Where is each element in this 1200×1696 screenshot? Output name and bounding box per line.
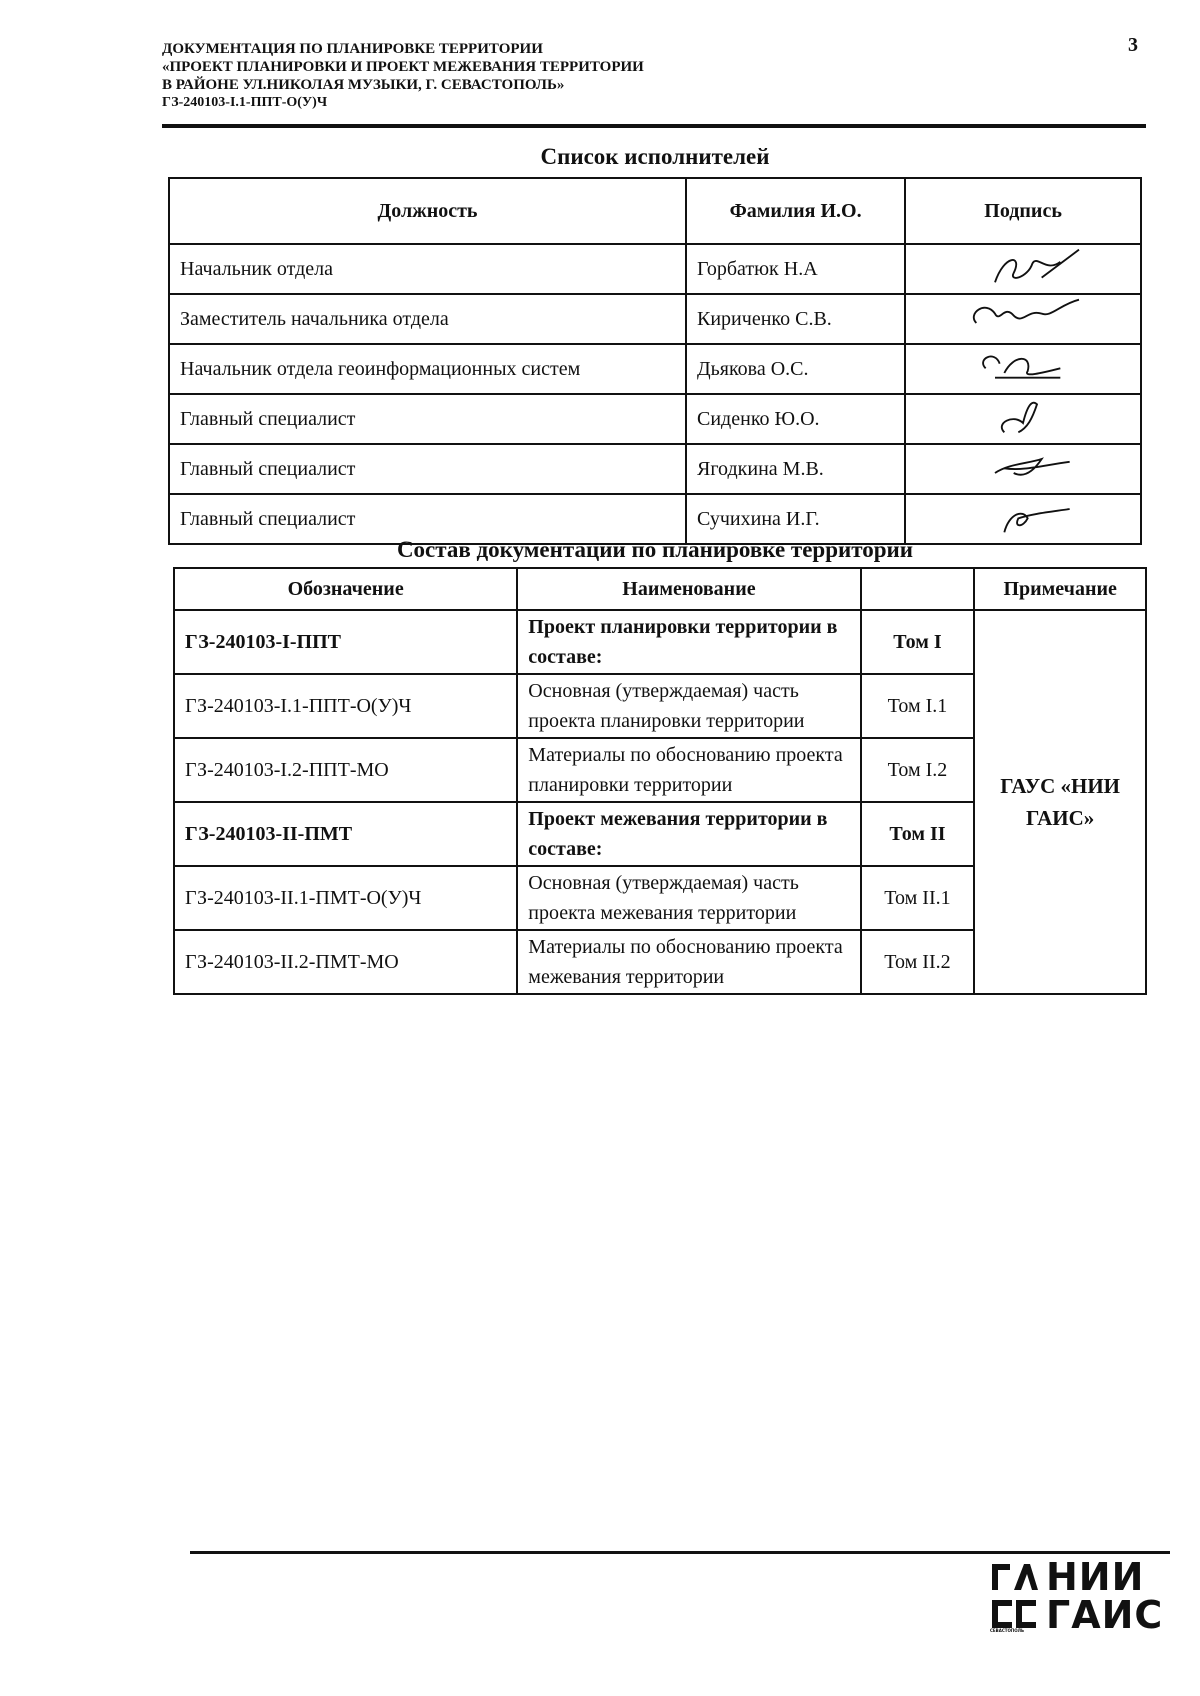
logo-mark-icon — [990, 1562, 1038, 1634]
executor-signature — [905, 344, 1141, 394]
executors-title: Список исполнителей — [540, 144, 770, 169]
composition-volume: Том II — [861, 802, 975, 866]
signature-icon — [933, 345, 1113, 387]
executor-row — [169, 394, 1141, 444]
executors-table — [168, 177, 1142, 545]
footer-rule — [190, 1551, 1170, 1554]
logo-city: СЕВАСТОПОЛЬ — [990, 1628, 1024, 1633]
column-title: Наименование — [517, 568, 860, 610]
logo-line-2: ГАИС — [1046, 1593, 1164, 1637]
executor-signature — [905, 394, 1141, 444]
executor-position: Главный специалист — [169, 394, 686, 444]
logo-text — [1046, 1555, 1164, 1637]
header-line-1: ДОКУМЕНТАЦИЯ ПО ПЛАНИРОВКЕ ТЕРРИТОРИИ — [162, 41, 543, 57]
executor-signature — [905, 244, 1141, 294]
executor-row — [169, 294, 1141, 344]
executor-name: Ягодкина М.В. — [686, 444, 905, 494]
signature-icon — [933, 445, 1113, 487]
composition-volume: Том I.2 — [861, 738, 975, 802]
composition-title: Состав документации по планировке территории — [396, 537, 914, 562]
column-designation: Обозначение — [174, 568, 517, 610]
composition-code: ГЗ-240103-II.1-ПМТ-О(У)Ч — [174, 866, 517, 930]
composition-code: ГЗ-240103-II-ПМТ — [174, 802, 517, 866]
executor-name: Горбатюк Н.А — [686, 244, 905, 294]
column-name: Фамилия И.О. — [686, 178, 905, 244]
executor-signature — [905, 294, 1141, 344]
column-signature: Подпись — [905, 178, 1141, 244]
organization-logo — [990, 1555, 1165, 1638]
composition-code: ГЗ-240103-II.2-ПМТ-МО — [174, 930, 517, 994]
composition-volume: Том I.1 — [861, 674, 975, 738]
composition-code: ГЗ-240103-I.1-ППТ-О(У)Ч — [174, 674, 517, 738]
column-volume — [861, 568, 975, 610]
composition-row — [174, 610, 1146, 674]
column-position: Должность — [169, 178, 686, 244]
composition-name: Проект межевания территории в составе: — [517, 802, 860, 866]
page-number: 3 — [1128, 34, 1138, 56]
executor-name: Кириченко С.В. — [686, 294, 905, 344]
executor-position: Начальник отдела — [169, 244, 686, 294]
composition-volume: Том II.1 — [861, 866, 975, 930]
composition-code: ГЗ-240103-I.2-ППТ-МО — [174, 738, 517, 802]
logo-line-1: НИИ — [1046, 1555, 1145, 1599]
executors-header-row — [169, 178, 1141, 244]
executor-row — [169, 344, 1141, 394]
executor-name: Сиденко Ю.О. — [686, 394, 905, 444]
composition-note: ГАУС «НИИ ГАИС» — [974, 610, 1146, 994]
signature-icon — [933, 295, 1113, 337]
composition-name: Проект планировки территории в составе: — [517, 610, 860, 674]
column-note: Примечание — [974, 568, 1146, 610]
header-rule — [162, 124, 1146, 128]
composition-name: Основная (утверждаемая) часть проекта планировки территории — [517, 674, 860, 738]
header-document-code: ГЗ-240103-I.1-ППТ-О(У)Ч — [162, 95, 328, 110]
composition-name: Материалы по обоснованию проекта межевания территории — [517, 930, 860, 994]
signature-icon — [933, 495, 1113, 537]
executor-signature — [905, 444, 1141, 494]
composition-header-row — [174, 568, 1146, 610]
executor-position: Начальник отдела геоинформационных систем — [169, 344, 686, 394]
header-line-2: «ПРОЕКТ ПЛАНИРОВКИ И ПРОЕКТ МЕЖЕВАНИЯ ТЕРРИТОРИИ — [162, 59, 644, 75]
executor-position: Заместитель начальника отдела — [169, 294, 686, 344]
composition-volume: Том I — [861, 610, 975, 674]
composition-name: Материалы по обоснованию проекта планировки территории — [517, 738, 860, 802]
executor-position: Главный специалист — [169, 494, 686, 544]
composition-name: Основная (утверждаемая) часть проекта межевания территории — [517, 866, 860, 930]
composition-code: ГЗ-240103-I-ППТ — [174, 610, 517, 674]
composition-volume: Том II.2 — [861, 930, 975, 994]
signature-icon — [933, 245, 1113, 287]
composition-table — [173, 567, 1147, 995]
executor-name: Дьякова О.С. — [686, 344, 905, 394]
executor-name: Сучихина И.Г. — [686, 494, 905, 544]
document-header — [162, 40, 1062, 112]
signature-icon — [933, 395, 1113, 437]
executor-row — [169, 444, 1141, 494]
executor-position: Главный специалист — [169, 444, 686, 494]
executor-row — [169, 244, 1141, 294]
header-line-3: В РАЙОНЕ УЛ.НИКОЛАЯ МУЗЫКИ, Г. СЕВАСТОПОЛЬ» — [162, 77, 565, 93]
